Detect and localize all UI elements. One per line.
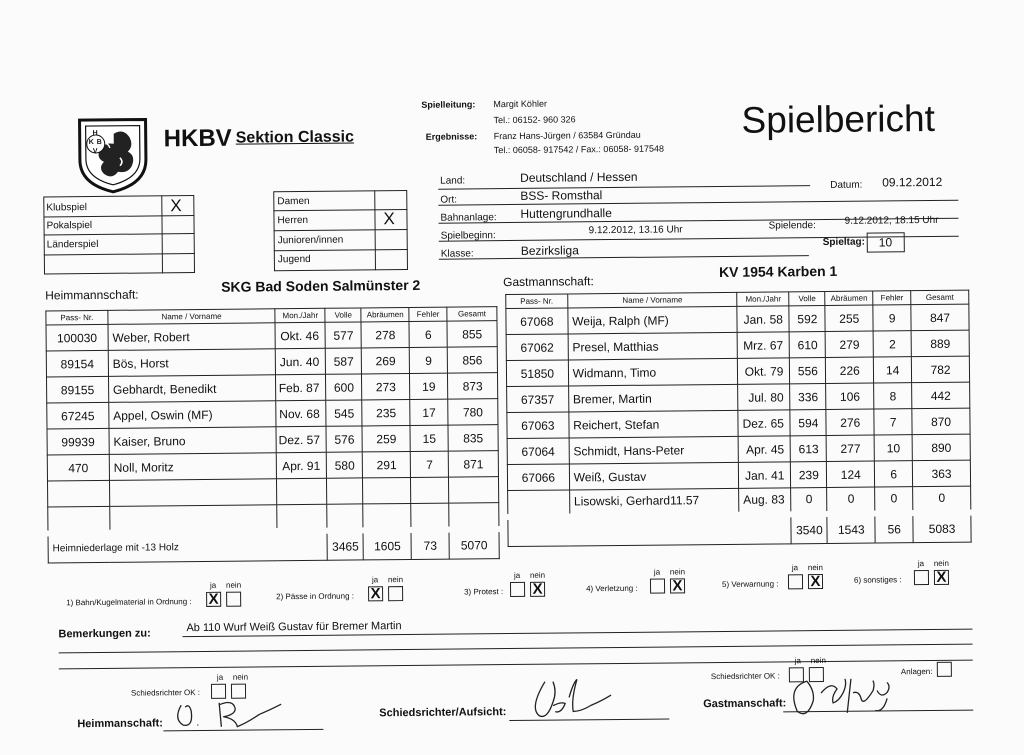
match-type-pokalspiel: Pokalspiel	[46, 220, 93, 232]
spielleitung-tel: Tel.: 06152- 960 326	[493, 114, 576, 126]
section-name: Sektion Classic	[235, 128, 355, 147]
guest-cell-date: Mrz. 67	[738, 332, 790, 358]
guest-cell-name: Lisowski, Gerhard11.57	[569, 488, 739, 516]
category-herren-mark: X	[383, 209, 395, 229]
home-cell-name: Weber, Robert	[108, 323, 276, 351]
guest-remark-cell	[508, 514, 792, 547]
home-cell-name: Appel, Oswin (MF)	[109, 401, 277, 429]
match-type-laenderspiel: Länderspiel	[46, 238, 99, 251]
document-title: Spielbericht	[741, 97, 936, 141]
home-cell-volle: 545	[326, 400, 362, 426]
home-cell-pass: 67245	[47, 402, 109, 429]
check-nein-box[interactable]	[388, 586, 403, 601]
footer-home-nein: nein	[232, 672, 249, 682]
spielleitung-label: Spielleitung:	[421, 99, 476, 110]
check-nein-label: nein	[529, 570, 546, 580]
home-cell-volle: 580	[327, 452, 363, 478]
guest-cell-name: Bremer, Martin	[568, 384, 738, 412]
datum-value: 09.12.2012	[882, 174, 943, 190]
home-cell-pass: 100030	[46, 324, 108, 351]
guest-col-header: Fehler	[873, 291, 911, 305]
guest-score-table	[505, 290, 971, 547]
guest-cell-volle: 592	[789, 305, 825, 331]
guest-cell-pass: 67066	[507, 464, 569, 491]
guest-cell-gesamt: 442	[912, 382, 970, 409]
guest-cell-pass: 67062	[506, 334, 568, 361]
home-signature-label: Heimmanschaft:	[77, 717, 163, 731]
check-ja-box[interactable]: X	[368, 586, 383, 601]
footer-home-ja: ja	[216, 672, 224, 682]
check-ja-box[interactable]	[788, 574, 803, 589]
land-value: Deutschland / Hessen	[520, 169, 638, 185]
guest-cell-fehler: 14	[874, 357, 912, 383]
remarks-text: Ab 110 Wurf Weiß Gustav für Bremer Martin	[186, 620, 402, 635]
spielbeginn-value: 9.12.2012, 13.16 Uhr	[588, 224, 683, 237]
check-ja-box[interactable]	[914, 570, 929, 585]
guest-cell-volle: 336	[790, 383, 826, 409]
check-ja-label: ja	[791, 563, 799, 573]
guest-cell-date: Jan. 58	[737, 306, 789, 332]
guest-col-header: Gesamt	[911, 290, 969, 305]
ergebnisse-tel: Tel.: 06058- 917542 / Fax.: 06058- 917548	[493, 143, 665, 156]
guest-team-name: KV 1954 Karben 1	[718, 262, 838, 281]
check-item-label: 5) Verwarnung :	[721, 579, 779, 589]
home-cell-name: Gebhardt, Benedikt	[108, 375, 276, 403]
check-ja-label: ja	[371, 575, 379, 585]
home-cell-fehler	[411, 477, 449, 503]
guest-cell-fehler: 6	[875, 461, 913, 487]
home-cell-name: Bös, Horst	[108, 349, 276, 377]
home-cell-pass	[47, 480, 109, 507]
check-item-label: 4) Verletzung :	[586, 583, 638, 594]
guest-cell-name: Weiß, Gustav	[569, 462, 739, 490]
check-ja-label: ja	[209, 580, 217, 590]
guest-cell-fehler: 2	[873, 331, 911, 357]
spielende-label: Spielende:	[768, 220, 816, 232]
guest-cell-date: Dez. 65	[738, 410, 790, 436]
guest-cell-volle: 239	[791, 461, 827, 487]
check-nein-label: nein	[225, 580, 242, 590]
guest-cell-pass: 51850	[506, 360, 568, 387]
guest-totals-row	[508, 512, 971, 546]
ort-label: Ort:	[440, 194, 458, 206]
home-cell-pass	[48, 506, 110, 533]
guest-cell-pass: 67063	[507, 412, 569, 439]
home-cell-fehler: 6	[409, 321, 447, 347]
footer-guest-ja: ja	[794, 656, 802, 666]
home-remark-cell: Heimniederlage mit -13 Holz	[48, 530, 328, 563]
home-cell-date: Jun. 40	[276, 348, 326, 374]
guest-cell-pass: 67357	[507, 386, 569, 413]
datum-label: Datum:	[830, 179, 863, 191]
guest-cell-gesamt: 870	[912, 408, 970, 435]
guest-total-volle: 3540	[791, 513, 827, 543]
home-cell-gesamt: 855	[447, 321, 497, 347]
home-cell-volle	[327, 504, 363, 530]
guest-cell-abr: 255	[825, 305, 873, 331]
guest-total-gesamt: 5083	[913, 512, 971, 543]
guest-cell-name: Weija, Ralph (MF)	[568, 306, 738, 334]
match-type-klubspiel: Klubspiel	[46, 202, 88, 214]
home-col-header: Pass- Nr.	[46, 310, 108, 325]
home-cell-abr: 235	[362, 399, 410, 425]
guest-cell-name: Reichert, Stefan	[569, 410, 739, 438]
guest-col-header: Abräumen	[825, 291, 873, 305]
guest-cell-gesamt: 890	[912, 434, 970, 461]
home-cell-name: Noll, Moritz	[109, 453, 277, 481]
category-junioren: Junioren/innen	[277, 234, 344, 247]
logo-letter-b: B	[96, 138, 102, 146]
guest-total-abr: 1543	[827, 513, 875, 543]
home-cell-fehler: 15	[410, 425, 448, 451]
home-cell-volle: 576	[326, 426, 362, 452]
spielleitung-name: Margit Köhler	[493, 98, 547, 110]
logo-letter-k: K	[88, 139, 94, 147]
home-cell-abr: 291	[363, 451, 411, 477]
home-score-table	[45, 306, 499, 563]
guest-cell-fehler: 10	[874, 435, 912, 461]
home-cell-gesamt: 856	[447, 347, 497, 373]
guest-cell-date: Jul. 80	[738, 384, 790, 410]
home-ref-ok-label: Schiedsrichter OK :	[130, 688, 200, 698]
guest-cell-gesamt: 363	[913, 460, 971, 487]
guest-team-label: Gastmannschaft:	[503, 274, 594, 290]
logo-letter-h: H	[92, 129, 98, 138]
home-signature	[171, 694, 301, 731]
guest-cell-volle: 594	[790, 409, 826, 435]
referee-signature-label: Schiedsrichter/Aufsicht:	[379, 706, 507, 720]
ergebnisse-label: Ergebnisse:	[425, 131, 478, 142]
guest-col-header: Mon./Jahr	[737, 292, 789, 306]
home-col-header: Volle	[325, 308, 361, 322]
guest-cell-abr: 276	[826, 409, 874, 435]
check-ja-box[interactable]: X	[206, 592, 221, 607]
home-cell-gesamt: 873	[448, 373, 498, 399]
land-label: Land:	[440, 175, 466, 187]
check-item-label: 3) Protest :	[464, 587, 504, 597]
guest-ref-ok-label: Schiedsrichter OK :	[710, 671, 780, 682]
guest-cell-volle: 556	[790, 357, 826, 383]
home-team-label: Heimmannschaft:	[45, 287, 139, 303]
klasse-label: Klasse:	[440, 248, 474, 260]
ergebnisse-name: Franz Hans-Jürgen / 63584 Gründau	[493, 129, 641, 142]
home-cell-fehler: 19	[410, 373, 448, 399]
check-ja-box[interactable]	[650, 579, 665, 594]
guest-signature-label: Gastmanschaft:	[703, 697, 787, 711]
home-cell-date	[277, 478, 327, 504]
check-nein-box[interactable]: X	[670, 578, 685, 593]
guest-cell-pass: 67068	[506, 308, 568, 335]
home-cell-volle	[327, 478, 363, 504]
check-ja-label: ja	[653, 567, 661, 577]
home-cell-pass: 470	[47, 454, 109, 481]
category-herren: Herren	[277, 214, 309, 227]
guest-cell-name: Schmidt, Hans-Peter	[569, 436, 739, 464]
check-item-label: 1) Bahn/Kugelmaterial in Ordnung :	[66, 597, 192, 608]
guest-cell-name: Presel, Matthias	[568, 332, 738, 360]
home-cell-date: Apr. 91	[277, 452, 327, 478]
home-cell-gesamt: 835	[448, 425, 498, 451]
home-cell-date: Okt. 46	[275, 322, 325, 348]
home-totals-row	[48, 529, 499, 563]
check-nein-box[interactable]: X	[934, 570, 949, 585]
home-total-abr: 1605	[363, 529, 411, 559]
home-team-name: SKG Bad Soden Salmünster 2	[221, 276, 421, 295]
guest-cell-date: Jan. 41	[739, 462, 791, 488]
home-cell-abr: 269	[362, 347, 410, 373]
home-total-gesamt: 5070	[449, 529, 499, 559]
referee-signature	[523, 675, 623, 722]
home-cell-pass: 89154	[46, 350, 108, 377]
bahnanlage-value: Huttengrundhalle	[520, 206, 612, 221]
home-cell-date	[277, 504, 327, 530]
anlagen-label: Anlagen:	[900, 666, 933, 677]
guest-cell-gesamt: 782	[912, 356, 970, 383]
guest-cell-volle: 0	[791, 487, 827, 513]
home-cell-abr: 273	[362, 373, 410, 399]
check-ja-box[interactable]	[510, 582, 525, 597]
ort-value: BSS- Romsthal	[520, 188, 603, 203]
guest-cell-abr: 124	[827, 461, 875, 487]
guest-cell-gesamt: 889	[911, 330, 969, 357]
check-nein-label: nein	[387, 575, 404, 585]
anlagen-box[interactable]	[937, 662, 952, 677]
home-col-header: Name / Vorname	[108, 309, 276, 325]
guest-total-fehler: 56	[875, 513, 913, 543]
home-col-header: Fehler	[409, 307, 447, 321]
check-item-label: 6) sonstiges :	[853, 575, 902, 585]
guest-cell-abr: 279	[825, 331, 873, 357]
home-total-volle: 3465	[327, 530, 363, 560]
home-cell-date: Feb. 87	[276, 374, 326, 400]
guest-cell-date: Apr. 45	[739, 436, 791, 462]
guest-cell-date: Okt. 79	[738, 358, 790, 384]
guest-cell-fehler: 9	[873, 305, 911, 331]
home-cell-date: Nov. 68	[276, 400, 326, 426]
guest-cell-abr: 226	[826, 357, 874, 383]
spieltag-value: 10	[878, 235, 893, 250]
check-nein-box[interactable]: X	[530, 582, 545, 597]
home-cell-pass: 99939	[47, 428, 109, 455]
logo-letter-v: V	[92, 147, 98, 156]
check-ja-label: ja	[917, 559, 925, 569]
hkbv-logo	[75, 113, 150, 194]
home-cell-fehler: 17	[410, 399, 448, 425]
guest-cell-pass: 67064	[507, 438, 569, 465]
home-cell-pass: 89155	[46, 376, 108, 403]
home-cell-gesamt	[449, 477, 499, 503]
home-cell-abr	[363, 477, 411, 503]
home-cell-date: Dez. 57	[276, 426, 326, 452]
home-cell-fehler	[411, 503, 449, 529]
home-cell-abr: 278	[361, 321, 409, 347]
guest-cell-gesamt: 847	[911, 304, 969, 331]
bahnanlage-label: Bahnanlage:	[440, 212, 497, 224]
guest-col-header: Pass- Nr.	[506, 294, 568, 309]
home-cell-fehler: 9	[409, 347, 447, 373]
home-col-header: Mon./Jahr	[275, 308, 325, 322]
home-cell-volle: 600	[326, 374, 362, 400]
check-ja-label: ja	[513, 570, 521, 580]
check-item-label: 2) Pässe in Ordnung :	[276, 591, 354, 602]
guest-signature	[787, 672, 907, 721]
check-nein-label: nein	[807, 563, 824, 573]
home-total-fehler: 73	[411, 529, 449, 559]
guest-cell-date: Aug. 83	[739, 488, 791, 514]
org-name: HKBV	[163, 124, 232, 153]
home-cell-abr	[363, 503, 411, 529]
check-nein-box[interactable]	[226, 592, 241, 607]
guest-cell-fehler: 8	[874, 383, 912, 409]
guest-cell-abr: 277	[826, 435, 874, 461]
guest-cell-volle: 613	[791, 435, 827, 461]
remarks-label: Bemerkungen zu:	[58, 627, 151, 641]
home-cell-abr: 259	[362, 425, 410, 451]
home-col-header: Gesamt	[447, 307, 497, 321]
check-nein-label: nein	[933, 558, 949, 568]
category-jugend: Jugend	[277, 253, 311, 266]
spielbeginn-label: Spielbeginn:	[440, 230, 496, 242]
guest-cell-gesamt: 0	[913, 486, 971, 513]
home-cell-name: Kaiser, Bruno	[109, 427, 277, 455]
home-cell-volle: 587	[326, 348, 362, 374]
guest-cell-fehler: 7	[874, 409, 912, 435]
home-cell-name	[110, 505, 278, 533]
home-cell-fehler: 7	[410, 451, 448, 477]
home-cell-volle: 577	[325, 322, 361, 348]
guest-cell-abr: 106	[826, 383, 874, 409]
spielende-value: 9.12.2012, 18.15 Uhr	[844, 214, 939, 227]
klasse-value: Bezirksliga	[520, 243, 579, 258]
guest-cell-volle: 610	[790, 331, 826, 357]
footer-guest-nein: nein	[810, 656, 826, 666]
home-cell-gesamt: 871	[448, 451, 498, 477]
check-nein-box[interactable]: X	[808, 574, 823, 589]
guest-cell-pass	[508, 490, 570, 517]
check-nein-label: nein	[669, 567, 686, 577]
match-type-klubspiel-mark: X	[170, 196, 182, 216]
guest-col-header: Name / Vorname	[568, 292, 738, 308]
home-col-header: Abräumen	[361, 307, 409, 321]
spieltag-label: Spieltag:	[822, 236, 866, 249]
category-damen: Damen	[277, 195, 310, 208]
home-cell-name	[109, 479, 277, 507]
home-cell-gesamt	[449, 503, 499, 529]
guest-cell-name: Widmann, Timo	[568, 358, 738, 386]
guest-col-header: Volle	[789, 291, 825, 305]
guest-cell-fehler: 0	[875, 487, 913, 513]
guest-cell-abr: 0	[827, 487, 875, 513]
home-cell-gesamt: 780	[448, 399, 498, 425]
